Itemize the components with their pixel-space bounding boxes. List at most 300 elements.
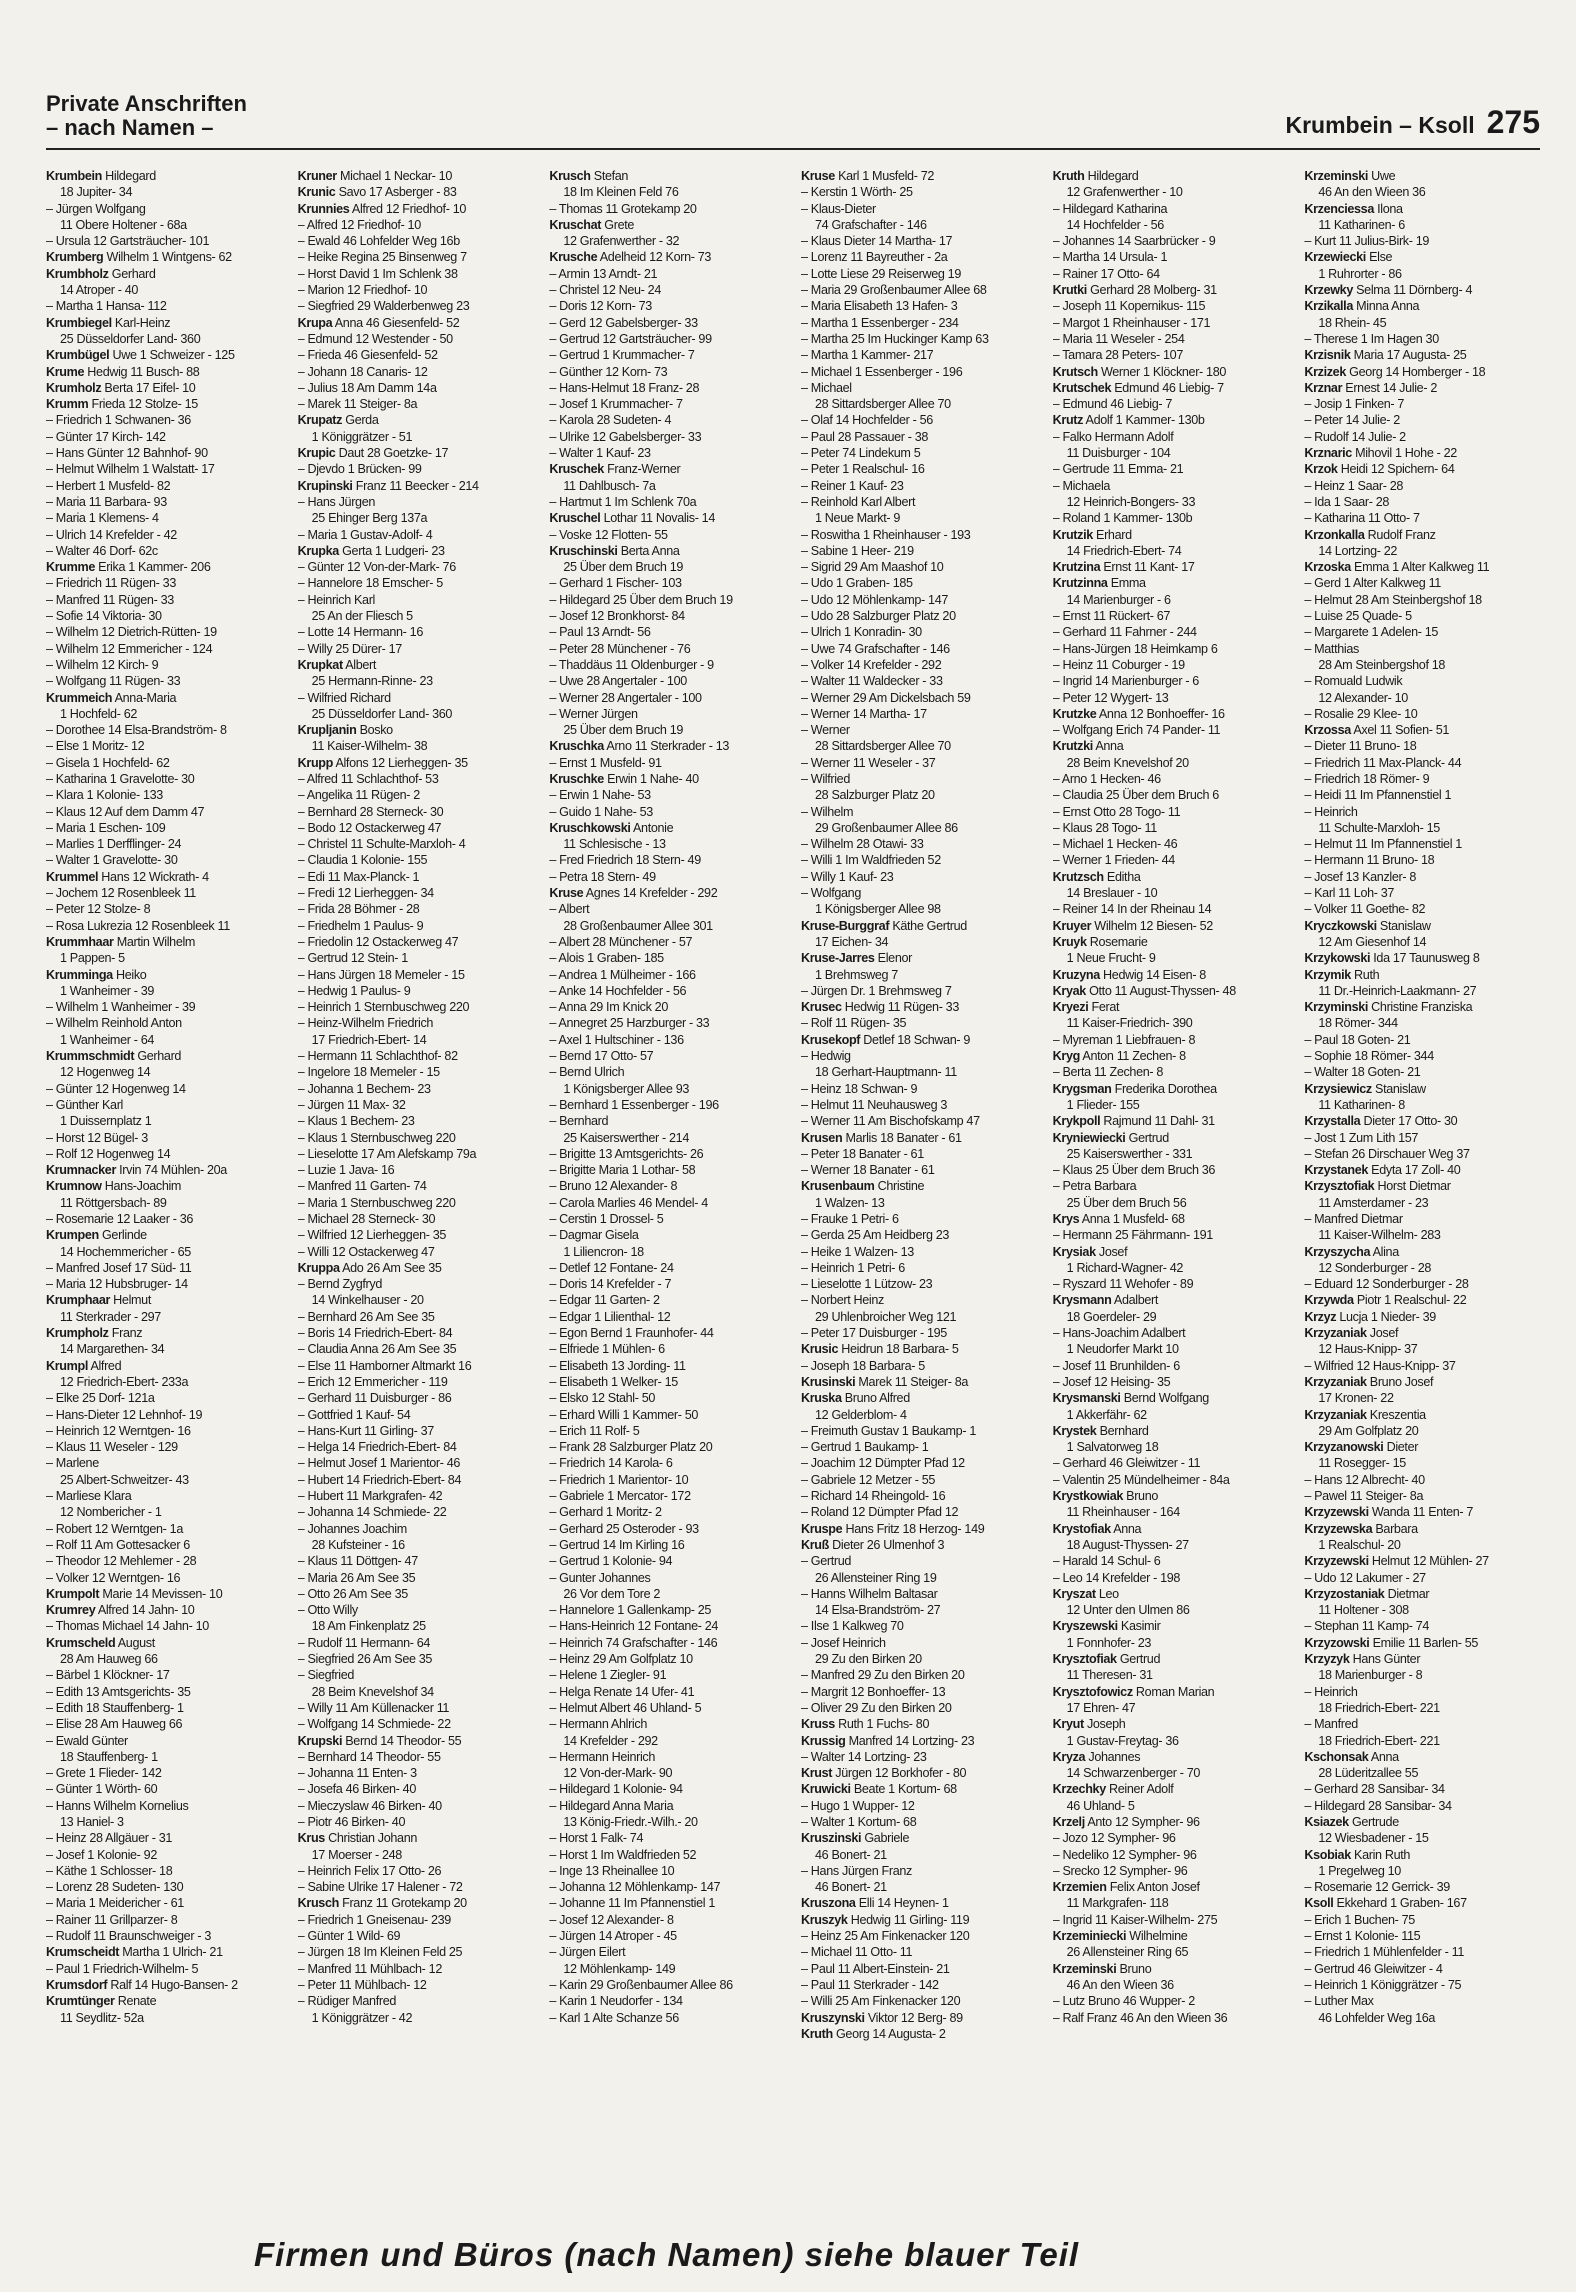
listing-entry: – Walter 14 Lortzing- 23 bbox=[801, 1749, 927, 1764]
listing-column-1 bbox=[46, 168, 282, 2042]
listing-entry: – Horst David 1 Im Schlenk 38 bbox=[297, 266, 458, 281]
listing-entry: 17 Friedrich-Ebert- 14 bbox=[311, 1032, 427, 1047]
listing-entry: – Kurt 11 Julius-Birk- 19 bbox=[1304, 234, 1430, 249]
listing-entry: – Gerhard 1 Moritz- 2 bbox=[549, 1505, 662, 1520]
listing-entry: – Hildegard 1 Kolonie- 94 bbox=[549, 1782, 683, 1797]
listing-entry: – Josef 12 Bronkhorst- 84 bbox=[549, 609, 685, 624]
listing-entry: – Hans-Dieter 12 Lehnhof- 19 bbox=[46, 1407, 203, 1422]
entry-surname: Krzyzewski bbox=[1304, 1505, 1369, 1520]
entry-surname: Krumholz bbox=[46, 380, 102, 395]
listing-entry: – Hedwig bbox=[801, 1049, 851, 1064]
listing-entry: 12 Von-der-Mark- 90 bbox=[563, 1766, 673, 1781]
section-heading bbox=[46, 92, 247, 140]
listing-entry: – Willy 25 Dürer- 17 bbox=[297, 641, 402, 656]
listing-column-4 bbox=[801, 168, 1037, 2042]
listing-entry: 18 Im Kleinen Feld 76 bbox=[563, 185, 679, 200]
entry-surname: Krumbein bbox=[46, 169, 102, 183]
listing-entry: – Josef 12 Heising- 35 bbox=[1052, 1374, 1171, 1389]
listing-entry: Krzewky Selma 11 Dörnberg- 4 bbox=[1304, 283, 1473, 298]
listing-entry: – Rüdiger Manfred bbox=[297, 1994, 397, 2009]
listing-entry: 25 An der Fliesch 5 bbox=[311, 609, 413, 624]
listing-entry: – Friedrich 18 Römer- 9 bbox=[1304, 771, 1430, 786]
listing-entry: 25 Düsseldorfer Land- 360 bbox=[311, 706, 453, 721]
listing-entry: – Manfred 11 Mühlbach- 12 bbox=[297, 1961, 442, 1976]
listing-entry: – Heinrich 1 Petri- 6 bbox=[801, 1260, 905, 1275]
listing-entry: Krumnow Hans-Joachim bbox=[46, 1179, 182, 1194]
listing-entry: 12 Grafenwerther - 32 bbox=[563, 234, 680, 249]
listing-entry: Krusinski Marek 11 Steiger- 8a bbox=[801, 1374, 969, 1389]
listing-entry: – Günter 17 Kirch- 142 bbox=[46, 429, 166, 444]
listing-entry: – Wolfgang bbox=[801, 886, 861, 901]
listing-entry: – Margrit 12 Bonhoeffer- 13 bbox=[801, 1684, 946, 1699]
listing-entry: Krumphaar Helmut bbox=[46, 1293, 151, 1308]
listing-entry: – Matthias bbox=[1304, 641, 1359, 656]
listing-entry: – Theodor 12 Mehlemer - 28 bbox=[46, 1554, 197, 1569]
listing-entry: – Heinrich 74 Grafschafter - 146 bbox=[549, 1635, 718, 1650]
listing-entry: – Alfred 12 Friedhof- 10 bbox=[297, 217, 421, 232]
entry-surname: Kryezi bbox=[1052, 1000, 1089, 1015]
entry-surname: Kruyk bbox=[1052, 934, 1087, 949]
listing-entry: – Erhard Willi 1 Kammer- 50 bbox=[549, 1407, 699, 1422]
listing-entry: Kruschkowski Antonie bbox=[549, 820, 674, 835]
listing-entry: Krutschek Edmund 46 Liebig- 7 bbox=[1052, 380, 1224, 395]
listing-entry: 29 Zu den Birken 20 bbox=[815, 1652, 922, 1667]
listing-entry: 28 Beim Knevelshof 34 bbox=[311, 1684, 434, 1699]
listing-entry: – Valentin 25 Mündelheimer - 84a bbox=[1052, 1472, 1230, 1487]
listing-entry: – Hubert 11 Markgrafen- 42 bbox=[297, 1489, 443, 1504]
listing-entry: 26 Vor dem Tore 2 bbox=[563, 1586, 661, 1601]
listing-entry: – Johanne 11 Im Pfannenstiel 1 bbox=[549, 1896, 716, 1911]
listing-entry: 14 Margarethen- 34 bbox=[60, 1342, 165, 1357]
listing-entry: – Detlef 12 Fontane- 24 bbox=[549, 1260, 674, 1275]
listing-entry: Kruspe Hans Fritz 18 Herzog- 149 bbox=[801, 1521, 985, 1536]
listing-entry: – Reiner 14 In der Rheinau 14 bbox=[1052, 902, 1212, 917]
listing-entry: – Erich 1 Buchen- 75 bbox=[1304, 1912, 1415, 1927]
listing-entry: 1 Neue Markt- 9 bbox=[815, 511, 901, 526]
entry-surname: Krys bbox=[1052, 1212, 1080, 1226]
listing-entry: – Claudia 25 Über dem Bruch 6 bbox=[1052, 788, 1219, 803]
entry-surname: Krzymik bbox=[1304, 967, 1351, 982]
listing-entry: Krumbiegel Karl-Heinz bbox=[46, 315, 171, 330]
entry-surname: Krzykowski bbox=[1304, 951, 1371, 966]
listing-entry: 14 Atroper - 40 bbox=[60, 283, 139, 298]
listing-entry: 11 Duisburger - 104 bbox=[1066, 446, 1171, 461]
listing-entry: 13 König-Friedr.-Wilh.- 20 bbox=[563, 1814, 698, 1829]
entry-surname: Krutzinna bbox=[1052, 576, 1108, 591]
listing-entry: Kruppa Ado 26 Am See 35 bbox=[297, 1260, 442, 1275]
listing-entry: – Hildegard Katharina bbox=[1052, 201, 1168, 216]
entry-surname: Kruppa bbox=[297, 1260, 340, 1275]
listing-entry: – Friedhelm 1 Paulus- 9 bbox=[297, 918, 424, 933]
listing-entry: – Udo 12 Möhlenkamp- 147 bbox=[801, 592, 949, 607]
entry-surname: Krunic bbox=[297, 185, 336, 200]
listing-entry: 1 Königgrätzer - 51 bbox=[311, 429, 413, 444]
listing-entry: – Martha 1 Kammer- 217 bbox=[801, 348, 934, 363]
listing-entry: – Wilhelm 1 Wanheimer - 39 bbox=[46, 1000, 196, 1015]
listing-entry: – Guido 1 Nahe- 53 bbox=[549, 804, 653, 819]
listing-entry: 1 Flieder- 155 bbox=[1066, 1097, 1140, 1112]
listing-entry: Kruyer Wilhelm 12 Biesen- 52 bbox=[1052, 918, 1213, 933]
listing-entry: – Peter 11 Mühlbach- 12 bbox=[297, 1977, 427, 1992]
entry-surname: Kruska bbox=[801, 1391, 842, 1406]
entry-surname: Krupatz bbox=[297, 413, 343, 428]
listing-entry: 11 Röttgersbach- 89 bbox=[60, 1195, 167, 1210]
listing-entry: 1 Pappen- 5 bbox=[60, 951, 125, 966]
entry-surname: Krystkowiak bbox=[1052, 1489, 1124, 1504]
listing-entry: – Harald 14 Schul- 6 bbox=[1052, 1554, 1161, 1569]
entry-surname: Kruss bbox=[801, 1717, 835, 1732]
listing-entry: 25 Ehinger Berg 137a bbox=[311, 511, 428, 526]
listing-entry: – Bodo 12 Ostackerweg 47 bbox=[297, 820, 442, 835]
listing-entry: – Gertrud 1 Baukamp- 1 bbox=[801, 1440, 929, 1455]
listing-entry: Kruschel Lothar 11 Novalis- 14 bbox=[549, 511, 715, 526]
entry-surname: Ksobiak bbox=[1304, 1847, 1351, 1862]
listing-entry: 74 Grafschafter - 146 bbox=[815, 217, 927, 232]
listing-entry: – Marlies 1 Derfflinger- 24 bbox=[46, 837, 182, 852]
listing-entry: 12 Alexander- 10 bbox=[1318, 690, 1408, 705]
entry-surname: Kruszinski bbox=[801, 1831, 862, 1846]
listing-entry: – Gabriele 1 Mercator- 172 bbox=[549, 1489, 691, 1504]
listing-entry: – Ernst Otto 28 Togo- 11 bbox=[1052, 804, 1181, 819]
entry-surname: Kryut bbox=[1052, 1717, 1084, 1732]
listing-entry: 18 Rhein- 45 bbox=[1318, 315, 1387, 330]
listing-entry: – Paul 11 Albert-Einstein- 21 bbox=[801, 1961, 950, 1976]
listing-entry: – Lorenz 11 Bayreuther - 2a bbox=[801, 250, 948, 265]
listing-entry: – Luzie 1 Java- 16 bbox=[297, 1163, 395, 1178]
listing-entry: – Else 1 Moritz- 12 bbox=[46, 739, 145, 754]
listing-entry: 18 Römer- 344 bbox=[1318, 1016, 1398, 1031]
listing-entry: – Edmund 46 Liebig- 7 bbox=[1052, 397, 1173, 412]
entry-surname: Krzyz bbox=[1304, 1309, 1337, 1324]
entry-surname: Krummeich bbox=[46, 690, 113, 705]
listing-entry: – Bärbel 1 Klöckner- 17 bbox=[46, 1668, 170, 1683]
listing-entry: – Voske 12 Flotten- 55 bbox=[549, 527, 668, 542]
listing-entry: Krupski Bernd 14 Theodor- 55 bbox=[297, 1733, 462, 1748]
listing-entry: Krzonkalla Rudolf Franz bbox=[1304, 527, 1436, 542]
listing-entry: – Frauke 1 Petri- 6 bbox=[801, 1212, 899, 1226]
listing-entry: 1 Fonnhofer- 23 bbox=[1066, 1635, 1152, 1650]
listing-entry: – Heike Regina 25 Binsenweg 7 bbox=[297, 250, 467, 265]
entry-surname: Krysztofowicz bbox=[1052, 1684, 1133, 1699]
listing-entry: – Willy 1 Kauf- 23 bbox=[801, 869, 894, 884]
listing-entry: – Peter 28 Münchener - 76 bbox=[549, 641, 691, 656]
listing-entry: – Horst 1 Im Waldfrieden 52 bbox=[549, 1847, 697, 1862]
listing-entry: – Helmut 28 Am Steinbergshof 18 bbox=[1304, 592, 1482, 607]
listing-entry: – Günther 12 Korn- 73 bbox=[549, 364, 668, 379]
listing-entry: – Hildegard Anna Maria bbox=[549, 1798, 674, 1813]
listing-entry: – Gottfried 1 Kauf- 54 bbox=[297, 1407, 411, 1422]
listing-entry: – Michael 1 Hecken- 46 bbox=[1052, 837, 1178, 852]
listing-entry: 12 Hogenweg 14 bbox=[60, 1065, 151, 1080]
listing-entry: – Gerhard 46 Gleiwitzer - 11 bbox=[1052, 1456, 1201, 1471]
listing-entry: Kruner Michael 1 Neckar- 10 bbox=[297, 169, 452, 183]
listing-entry: – Peter 12 Wygert- 13 bbox=[1052, 690, 1169, 705]
listing-entry: Krzyzewski Helmut 12 Mühlen- 27 bbox=[1304, 1554, 1489, 1569]
listing-entry: – Hannelore 1 Gallenkamp- 25 bbox=[549, 1603, 712, 1618]
listing-entry: – Rolf 12 Hogenweg 14 bbox=[46, 1146, 171, 1161]
entry-surname: Krykpoll bbox=[1052, 1114, 1101, 1129]
listing-entry: 12 Heinrich-Bongers- 33 bbox=[1066, 494, 1196, 509]
entry-surname: Kryza bbox=[1052, 1749, 1086, 1764]
entry-surname: Krumpholz bbox=[46, 1326, 109, 1341]
listing-entry: – Wilhelm 28 Otawi- 33 bbox=[801, 837, 924, 852]
listing-entry: – Josip 1 Finken- 7 bbox=[1304, 397, 1405, 412]
listing-entry: 14 Lortzing- 22 bbox=[1318, 543, 1398, 558]
listing-entry: – Siegfried 26 Am See 35 bbox=[297, 1652, 433, 1667]
listing-entry: – Romuald Ludwik bbox=[1304, 674, 1403, 689]
listing-entry: – Peter 14 Julie- 2 bbox=[1304, 413, 1400, 428]
listing-entry: Krutki Gerhard 28 Molberg- 31 bbox=[1052, 283, 1217, 298]
listing-entry: Kruse-Jarres Elenor bbox=[801, 951, 912, 966]
entry-surname: Krumrey bbox=[46, 1603, 96, 1618]
listing-entry: Krzechky Reiner Adolf bbox=[1052, 1782, 1174, 1797]
entry-surname: Krupski bbox=[297, 1733, 343, 1748]
listing-entry: Krumpl Alfred bbox=[46, 1358, 122, 1373]
listing-entry: 17 Ehren- 47 bbox=[1066, 1700, 1136, 1715]
listing-entry: – Richard 14 Rheingold- 16 bbox=[801, 1489, 946, 1504]
entry-surname: Kruth bbox=[1052, 169, 1085, 183]
listing-entry: – Wolfgang Erich 74 Pander- 11 bbox=[1052, 723, 1221, 738]
listing-entry: Krusch Franz 11 Grotekamp 20 bbox=[297, 1896, 467, 1911]
entry-surname: Kruschke bbox=[549, 771, 604, 786]
listing-entry: – Bernhard 14 Theodor- 55 bbox=[297, 1749, 441, 1764]
entry-surname: Kryniewiecki bbox=[1052, 1130, 1126, 1145]
listing-entry: – Bernd 17 Otto- 57 bbox=[549, 1049, 654, 1064]
page-number: 275 bbox=[1486, 104, 1540, 140]
listing-entry: – Hans-Jürgen 18 Heimkamp 6 bbox=[1052, 641, 1218, 656]
listing-entry: – Friedrich 11 Max-Planck- 44 bbox=[1304, 755, 1462, 770]
listing-entry: – Maria Elisabeth 13 Hafen- 3 bbox=[801, 299, 958, 314]
listing-entry: – Klara 1 Kolonie- 133 bbox=[46, 788, 163, 803]
listing-entry: – Sabine 1 Heer- 219 bbox=[801, 543, 914, 558]
listing-entry: – Walter 1 Kortum- 68 bbox=[801, 1814, 917, 1829]
listing-entry: Krzeminski Bruno bbox=[1052, 1961, 1152, 1976]
listing-entry: – Hermann Heinrich bbox=[549, 1749, 656, 1764]
entry-surname: Krzyzewska bbox=[1304, 1521, 1373, 1536]
entry-surname: Krus bbox=[297, 1831, 325, 1846]
listing-entry: Krzeminski Uwe bbox=[1304, 169, 1396, 183]
listing-entry: – Thomas Michael 14 Jahn- 10 bbox=[46, 1619, 209, 1634]
listing-entry: Krupljanin Bosko bbox=[297, 723, 393, 738]
listing-entry: – Gertrud 1 Krummacher- 7 bbox=[549, 348, 695, 363]
entry-surname: Krusic bbox=[801, 1342, 839, 1357]
listing-entry: Kruschinski Berta Anna bbox=[549, 543, 680, 558]
listing-entry: 18 Stauffenberg- 1 bbox=[60, 1749, 158, 1764]
listing-entry: – Klaus 11 Döttgen- 47 bbox=[297, 1554, 418, 1569]
listing-entry: 17 Eichen- 34 bbox=[815, 934, 889, 949]
entry-surname: Krutzki bbox=[1052, 739, 1093, 754]
listing-entry: 14 Friedrich-Ebert- 74 bbox=[1066, 543, 1182, 558]
listing-entry: 18 Marienburger - 8 bbox=[1318, 1668, 1423, 1683]
listing-entry: – Hildegard 28 Sansibar- 34 bbox=[1304, 1798, 1452, 1813]
listing-columns bbox=[46, 168, 1540, 2042]
listing-entry: – Udo 1 Graben- 185 bbox=[801, 576, 913, 591]
listing-entry: – Günter 12 Hogenweg 14 bbox=[46, 1081, 186, 1096]
listing-entry: Krusekopf Detlef 18 Schwan- 9 bbox=[801, 1032, 971, 1047]
listing-entry: – Gerhard 11 Duisburger - 86 bbox=[297, 1391, 452, 1406]
entry-surname: Kruse bbox=[801, 169, 835, 183]
entry-surname: Krzelj bbox=[1052, 1814, 1085, 1829]
listing-entry: – Werner 11 Am Bischofskamp 47 bbox=[801, 1114, 980, 1129]
entry-surname: Krzewiecki bbox=[1304, 250, 1366, 265]
listing-entry: Krumbügel Uwe 1 Schweizer - 125 bbox=[46, 348, 235, 363]
listing-entry: 25 Über dem Bruch 56 bbox=[1066, 1195, 1187, 1210]
listing-entry: Krzysiewicz Stanislaw bbox=[1304, 1081, 1426, 1096]
listing-entry: – Hedwig 1 Paulus- 9 bbox=[297, 983, 411, 998]
listing-entry: – Marliese Klara bbox=[46, 1489, 132, 1504]
listing-entry: 14 Elsa-Brandström- 27 bbox=[815, 1603, 941, 1618]
listing-entry: – Helmut Wilhelm 1 Walstatt- 17 bbox=[46, 462, 215, 477]
listing-entry: – Josef 1 Kolonie- 92 bbox=[46, 1847, 157, 1862]
listing-column-6 bbox=[1304, 168, 1540, 2042]
listing-entry: – Josef 11 Brunhilden- 6 bbox=[1052, 1358, 1180, 1373]
listing-entry: Krutzki Anna bbox=[1052, 739, 1124, 754]
listing-entry: 11 Katharinen- 8 bbox=[1318, 1097, 1405, 1112]
listing-entry: Krzykowski Ida 17 Taunusweg 8 bbox=[1304, 951, 1480, 966]
listing-entry: – Klaus 28 Togo- 11 bbox=[1052, 820, 1157, 835]
entry-surname: Kruschka bbox=[549, 739, 604, 754]
listing-entry: Krzyz Lucja 1 Nieder- 39 bbox=[1304, 1309, 1436, 1324]
listing-entry: Krzeminiecki Wilhelmine bbox=[1052, 1929, 1188, 1944]
entry-surname: Krumme bbox=[46, 560, 95, 575]
listing-entry: – Luise 25 Quade- 5 bbox=[1304, 609, 1412, 624]
entry-surname: Krummhaar bbox=[46, 934, 114, 949]
listing-entry: – Johanna 11 Enten- 3 bbox=[297, 1766, 417, 1781]
listing-entry: 28 Am Hauweg 66 bbox=[60, 1652, 158, 1667]
listing-entry: Kruth Georg 14 Augusta- 2 bbox=[801, 2026, 946, 2041]
listing-entry: 11 Kaiser-Friedrich- 390 bbox=[1066, 1016, 1193, 1031]
listing-entry: – Margarete 1 Adelen- 15 bbox=[1304, 625, 1439, 640]
listing-entry: – Heinz 29 Am Golfplatz 10 bbox=[549, 1652, 693, 1667]
listing-entry: – Käthe 1 Schlosser- 18 bbox=[46, 1863, 173, 1878]
listing-entry: Krzyzaniak Josef bbox=[1304, 1326, 1399, 1341]
listing-entry: – Edi 11 Max-Planck- 1 bbox=[297, 869, 420, 884]
listing-entry: – Wilfried bbox=[801, 771, 850, 786]
listing-entry: – Andrea 1 Mülheimer - 166 bbox=[549, 967, 696, 982]
listing-entry: – Doris 12 Korn- 73 bbox=[549, 299, 652, 314]
listing-entry: – Peter 74 Lindekum 5 bbox=[801, 446, 921, 461]
listing-entry: 28 Sittardsberger Allee 70 bbox=[815, 739, 951, 754]
listing-entry: – Edgar 11 Garten- 2 bbox=[549, 1293, 660, 1308]
listing-entry: – Martha 1 Hansa- 112 bbox=[46, 299, 167, 314]
listing-entry: – Hans-Heinrich 12 Fontane- 24 bbox=[549, 1619, 719, 1634]
entry-surname: Kryg bbox=[1052, 1049, 1080, 1064]
listing-entry: – Edith 18 Stauffenberg- 1 bbox=[46, 1700, 184, 1715]
entry-surname: Krume bbox=[46, 364, 85, 379]
entry-surname: Krznaric bbox=[1304, 446, 1352, 461]
listing-entry: Kruschka Arno 11 Sterkrader - 13 bbox=[549, 739, 730, 754]
listing-entry: – Falko Hermann Adolf bbox=[1052, 429, 1174, 444]
listing-entry: Kryniewiecki Gertrud bbox=[1052, 1130, 1169, 1145]
listing-entry: – Elisabeth 1 Welker- 15 bbox=[549, 1374, 678, 1389]
entry-surname: Krzyzaniak bbox=[1304, 1374, 1367, 1389]
listing-entry: Krzyzewska Barbara bbox=[1304, 1521, 1418, 1536]
listing-entry: – Tamara 28 Peters- 107 bbox=[1052, 348, 1183, 363]
listing-entry: – Werner Jürgen bbox=[549, 706, 638, 721]
listing-entry: – Gertrud 14 Im Kirling 16 bbox=[549, 1537, 685, 1552]
entry-surname: Krummel bbox=[46, 869, 99, 884]
listing-entry: 14 Krefelder - 292 bbox=[563, 1733, 658, 1748]
listing-entry: – Lotte Liese 29 Reiserweg 19 bbox=[801, 266, 961, 281]
entry-surname: Krzechky bbox=[1052, 1782, 1106, 1797]
listing-entry: – Helmut 11 Neuhausweg 3 bbox=[801, 1097, 948, 1112]
entry-surname: Krupp bbox=[297, 755, 333, 770]
listing-entry: 11 Katharinen- 6 bbox=[1318, 217, 1405, 232]
listing-entry: – Hildegard 25 Über dem Bruch 19 bbox=[549, 592, 733, 607]
entry-surname: Kruszona bbox=[801, 1896, 856, 1911]
listing-entry: Ksobiak Karin Ruth bbox=[1304, 1847, 1411, 1862]
listing-entry: – Michael bbox=[801, 380, 852, 395]
listing-entry: Krusen Marlis 18 Banater - 61 bbox=[801, 1130, 962, 1145]
listing-entry: – Maria 11 Weseler - 254 bbox=[1052, 331, 1185, 346]
listing-entry: – Willy 11 Am Küllenacker 11 bbox=[297, 1700, 450, 1715]
listing-entry: 11 Theresen- 31 bbox=[1066, 1668, 1153, 1683]
entry-surname: Krysmanski bbox=[1052, 1391, 1121, 1406]
listing-entry: – Ilse 1 Kalkweg 70 bbox=[801, 1619, 904, 1634]
listing-entry: Krzoska Emma 1 Alter Kalkweg 11 bbox=[1304, 560, 1490, 575]
entry-surname: Krumnacker bbox=[46, 1163, 116, 1178]
listing-entry: – Josefa 46 Birken- 40 bbox=[297, 1782, 416, 1797]
entry-surname: Krumnow bbox=[46, 1179, 102, 1194]
listing-entry: – Manfred Josef 17 Süd- 11 bbox=[46, 1260, 192, 1275]
listing-entry: 1 Walzen- 13 bbox=[815, 1195, 885, 1210]
listing-entry: – Volker 12 Werntgen- 16 bbox=[46, 1570, 181, 1585]
listing-entry: – Udo 12 Lakumer - 27 bbox=[1304, 1570, 1426, 1585]
listing-entry: Kruszinski Gabriele bbox=[801, 1831, 910, 1846]
listing-entry: – Dorothee 14 Elsa-Brandström- 8 bbox=[46, 723, 227, 738]
listing-entry: – Wilhelm 12 Emmericher - 124 bbox=[46, 641, 213, 656]
listing-column-2 bbox=[298, 168, 534, 2042]
listing-entry: – Rudolf 11 Hermann- 64 bbox=[297, 1635, 431, 1650]
entry-surname: Krutki bbox=[1052, 283, 1087, 298]
listing-entry: Kruschek Franz-Werner bbox=[549, 462, 681, 477]
listing-entry: – Heinz 1 Saar- 28 bbox=[1304, 478, 1404, 493]
listing-entry: – Rolf 11 Am Gottesacker 6 bbox=[46, 1537, 190, 1552]
listing-entry: 1 Duissernplatz 1 bbox=[60, 1114, 152, 1129]
listing-entry: – Ingrid 14 Marienburger - 6 bbox=[1052, 674, 1199, 689]
section-subtitle: – nach Namen – bbox=[46, 115, 214, 140]
listing-entry: 26 Allensteiner Ring 19 bbox=[815, 1570, 937, 1585]
listing-entry: Krunnies Alfred 12 Friedhof- 10 bbox=[297, 201, 466, 216]
entry-surname: Krumpl bbox=[46, 1358, 88, 1373]
listing-entry: – Maria 26 Am See 35 bbox=[297, 1570, 416, 1585]
listing-entry: – Karl 1 Alte Schanze 56 bbox=[549, 2010, 679, 2025]
footer-note: Firmen und Büros (nach Namen) siehe blauer Teil bbox=[254, 2236, 1080, 2273]
listing-entry: Krumnacker Irvin 74 Mühlen- 20a bbox=[46, 1163, 227, 1178]
listing-entry: – Hermann 25 Fährmann- 191 bbox=[1052, 1228, 1213, 1243]
entry-surname: Krupkat bbox=[297, 657, 343, 672]
listing-entry: – Fredi 12 Lierheggen- 34 bbox=[297, 886, 434, 901]
listing-entry: – Therese 1 Im Hagen 30 bbox=[1304, 331, 1439, 346]
listing-column-3 bbox=[549, 168, 785, 2042]
listing-entry: – Edmund 12 Westender - 50 bbox=[297, 331, 453, 346]
listing-entry: – Peter 1 Realschul- 16 bbox=[801, 462, 925, 477]
entry-surname: Kruschinski bbox=[549, 543, 618, 558]
listing-entry: – Hans 12 Albrecht- 40 bbox=[1304, 1472, 1425, 1487]
entry-surname: Krusinski bbox=[801, 1374, 856, 1389]
listing-entry: Ksoll Ekkehard 1 Graben- 167 bbox=[1304, 1896, 1467, 1911]
listing-column-5 bbox=[1053, 168, 1289, 2042]
listing-entry: 18 August-Thyssen- 27 bbox=[1066, 1537, 1189, 1552]
listing-entry: 14 Breslauer - 10 bbox=[1066, 886, 1158, 901]
listing-entry: – Josef Heinrich bbox=[801, 1635, 886, 1650]
listing-entry: – Jürgen Dr. 1 Brehmsweg 7 bbox=[801, 983, 952, 998]
listing-entry: Krzyzowski Emilie 11 Barlen- 55 bbox=[1304, 1635, 1479, 1650]
listing-entry: – Srecko 12 Sympher- 96 bbox=[1052, 1863, 1188, 1878]
listing-entry: – Walter 1 Kauf- 23 bbox=[549, 446, 651, 461]
entry-surname: Krunnies bbox=[297, 201, 350, 216]
listing-entry: Krumholz Berta 17 Eifel- 10 bbox=[46, 380, 196, 395]
